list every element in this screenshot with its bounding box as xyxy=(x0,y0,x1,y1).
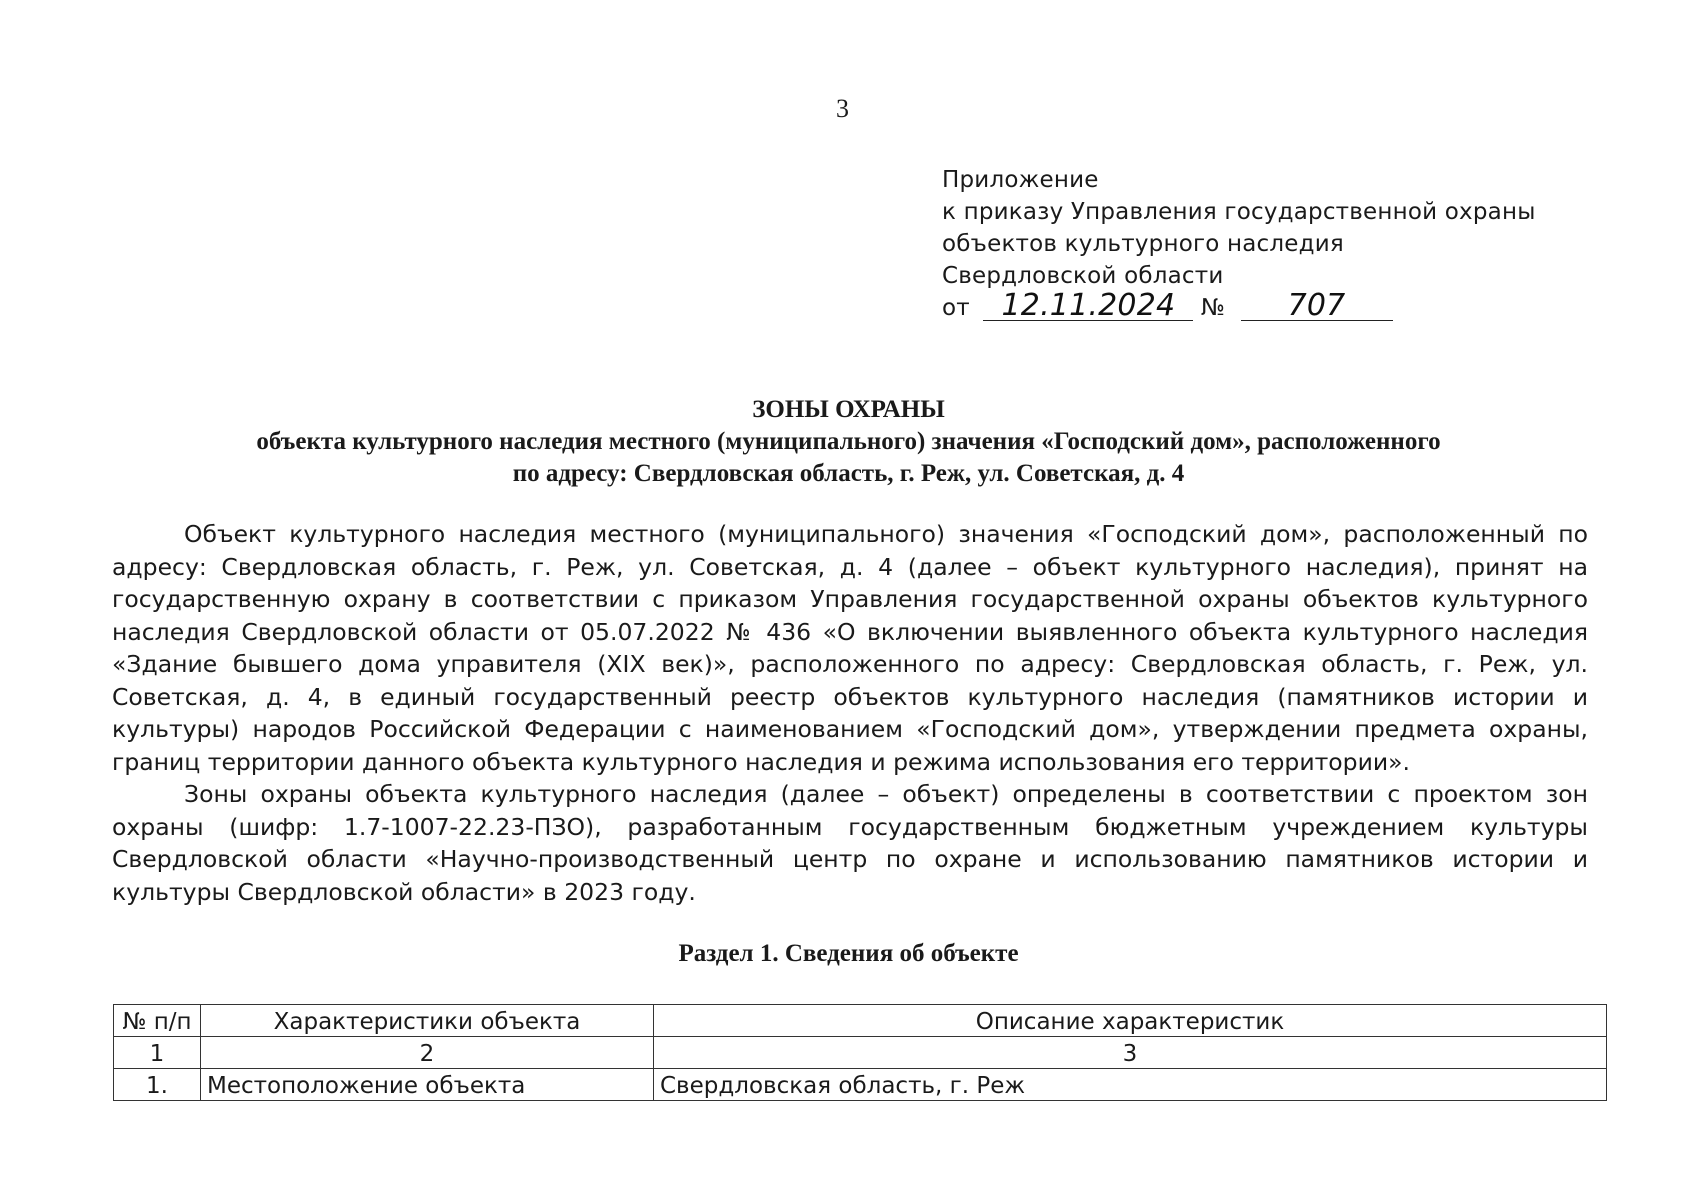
table-numbering-row xyxy=(114,1037,1607,1069)
table-cell: 1. xyxy=(114,1069,201,1101)
paragraph: Объект культурного наследия местного (муниципального) значения «Господский дом», расположенный по адресу: Свердловская область, г. Реж, ул. Советская, д. 4 (далее – объект культурного наследия), принят на государственную охрану в соответствии с приказом Управления государственной охраны объектов культурного наследия Свердловской области от 05.07.2022 № 436 «О включении выявленного объекта культурного наследия «Здание бывшего дома управителя (XIX век)», расположенного по адресу: Свердловская область, г. Реж, ул. Советская, д. 4, в единый государственный реестр объектов культурного наследия (памятников истории и культуры) народов Российской Федерации с наименованием «Господский дом», утверждении предмета охраны, границ территории данного объекта культурного наследия и режима использования его территории». xyxy=(112,520,1588,776)
number-label: № xyxy=(1200,295,1226,321)
table-cell: 1 xyxy=(114,1037,201,1069)
table-header-row xyxy=(114,1005,1607,1037)
body-text xyxy=(112,518,1588,908)
title-line: ЗОНЫ ОХРАНЫ xyxy=(752,396,945,423)
table-header-cell: Характеристики объекта xyxy=(201,1005,654,1037)
title-line: по адресу: Свердловская область, г. Реж, ул. Советская, д. 4 xyxy=(512,460,1185,487)
paragraph: Зоны охраны объекта культурного наследия (далее – объект) определены в соответствии с проектом зон охраны (шифр: 1.7-1007-22.23-ПЗО), разработанным государственным бюджетным учреждением культуры Свердловской области «Научно-производственный центр по охране и использованию памятников истории и культуры Свердловской области» в 2023 году. xyxy=(112,780,1588,906)
table-cell: 3 xyxy=(654,1037,1607,1069)
table-row xyxy=(114,1069,1607,1101)
appendix-line: объектов культурного наследия xyxy=(942,231,1344,257)
section-title: Раздел 1. Сведения об объекте xyxy=(678,940,1019,967)
table-header-cell: № п/п xyxy=(114,1005,201,1037)
handwritten-number: 707 xyxy=(1241,292,1393,321)
appendix-line: Приложение xyxy=(942,167,1099,193)
document-title xyxy=(0,394,1697,490)
page-number: 3 xyxy=(836,94,849,123)
appendix-block xyxy=(942,164,1536,324)
order-date-number-line xyxy=(942,288,1536,324)
date-prefix: от xyxy=(942,295,970,321)
handwritten-date: 12.11.2024 xyxy=(983,292,1193,321)
object-info-table xyxy=(113,1004,1607,1101)
table-header-cell: Описание характеристик xyxy=(654,1005,1607,1037)
table-cell: Местоположение объекта xyxy=(201,1069,654,1101)
table-cell: Свердловская область, г. Реж xyxy=(654,1069,1607,1101)
table-cell: 2 xyxy=(201,1037,654,1069)
appendix-line: Свердловской области xyxy=(942,263,1224,289)
appendix-line: к приказу Управления государственной охраны xyxy=(942,199,1536,225)
title-line: объекта культурного наследия местного (муниципального) значения «Господский дом», расположенного xyxy=(256,428,1441,455)
